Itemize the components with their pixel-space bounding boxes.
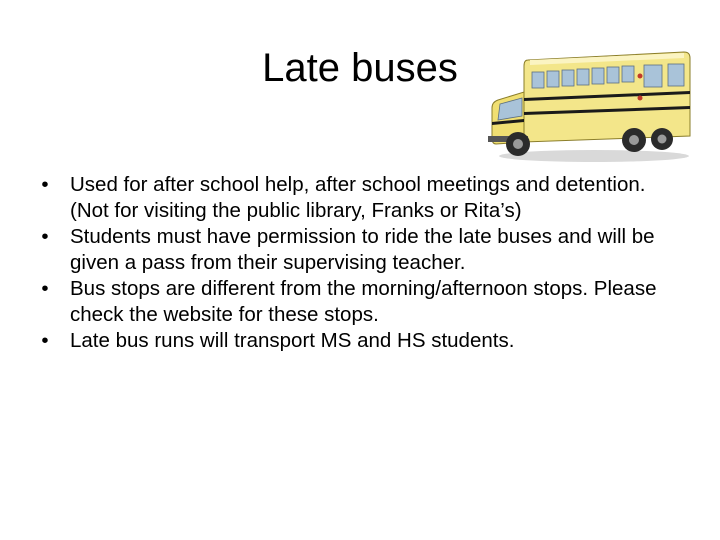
bullet-list (36, 172, 676, 355)
bullet-text: Students must have permission to ride the late buses and will be given a pass from their supervising teacher. (70, 225, 655, 274)
bullet-item (36, 224, 676, 275)
school-bus-image (484, 46, 694, 164)
bullet-dot-icon: • (41, 277, 49, 300)
bullet-dot-icon: • (41, 173, 49, 196)
slide-title: Late buses (262, 46, 458, 90)
bullet-dot-icon: • (41, 329, 49, 352)
bullet-text: Bus stops are different from the morning/afternoon stops. Please check the website for these stops. (70, 277, 657, 326)
school-bus-icon (484, 46, 694, 164)
bullet-text: Used for after school help, after school meetings and detention. (Not for visiting the public library, Franks or Rita’s) (70, 173, 646, 222)
bullet-text: Late bus runs will transport MS and HS students. (70, 329, 515, 352)
bullet-item (36, 328, 676, 354)
bullet-item (36, 172, 676, 223)
bullet-item (36, 276, 676, 327)
bullet-dot-icon: • (41, 225, 49, 248)
